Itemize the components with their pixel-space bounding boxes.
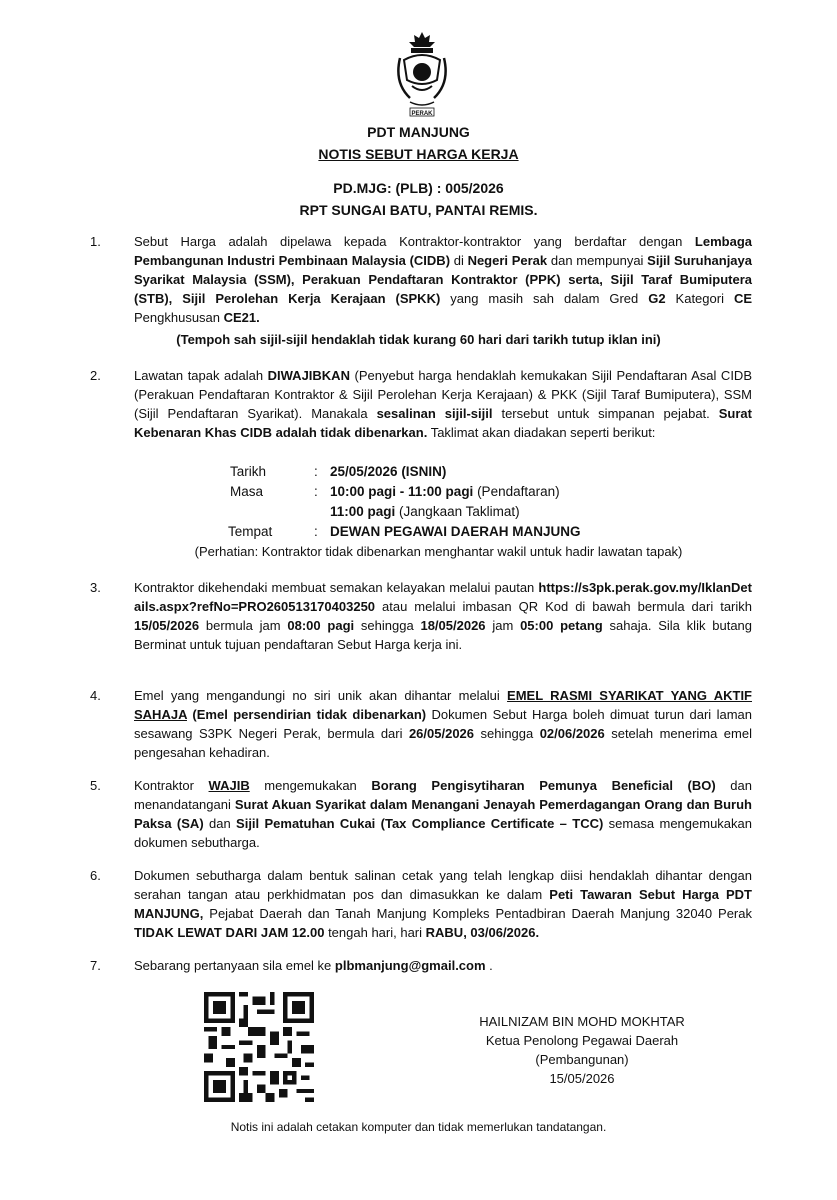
signature-date: 15/05/2026 xyxy=(549,1071,615,1086)
text-run: mengemukakan xyxy=(249,778,372,793)
text-run: EMEL RASMI SYARIKAT YANG AKTIF SAHAJA xyxy=(134,688,752,722)
text-run: 15/05/2026 xyxy=(134,618,200,633)
text-run: tersebut untuk simpanan pejabat. xyxy=(492,406,719,421)
item-number: 3. xyxy=(90,580,101,595)
text-run: G2 xyxy=(648,291,666,306)
time-row-1 xyxy=(330,482,560,501)
text-run: DIWAJIBKAN xyxy=(267,368,350,383)
text-run: sahaja. Sila klik butang Berminat untuk tujuan pendaftaran Sebut Harga kerja ini. xyxy=(134,618,753,652)
text-run: plbmanjung@gmail.com xyxy=(334,958,486,973)
text-run: atau melalui imbasan QR Kod di bawah bermula dari tarikh xyxy=(375,599,752,614)
item-text xyxy=(134,578,752,654)
text-run: dan mempunyai xyxy=(547,253,648,268)
item-text xyxy=(134,956,752,975)
text-run: . xyxy=(485,958,493,973)
text-run: Sijil Suruhanjaya Syarikat Malaysia (SSM), Perakuan Pendaftaran Kontraktor (PPK) serta, Sijil Taraf Bumiputera (STB), Sijil Perolehan Kerja Kerajaan (SPKK) xyxy=(134,253,753,306)
text-run: Sijil Pematuhan Cukai (Tax Compliance Certificate – TCC) xyxy=(236,816,604,831)
place-label: Tempat xyxy=(228,524,273,539)
text-run: 02/06/2026 xyxy=(539,726,605,741)
text-run: Negeri Perak xyxy=(467,253,548,268)
signatory-position: Ketua Penolong Pegawai Daerah xyxy=(485,1033,679,1048)
colon: : xyxy=(314,484,318,499)
text-run: Dokumen Sebut Harga boleh dimuat turun dari laman sesawang S3PK Negeri Perak, bermula dari xyxy=(134,707,752,741)
time-note-1: (Pendaftaran) xyxy=(473,484,560,499)
text-run: Kategori xyxy=(665,291,734,306)
date-label: Tarikh xyxy=(230,464,267,479)
reference-number: PD.MJG: (PLB) : 005/2026 xyxy=(333,180,504,196)
text-run: Pejabat Daerah dan Tanah Manjung Kompleks Pentadbiran Daerah Manjung 32040 Perak xyxy=(203,906,752,921)
text-run: tengah hari, hari xyxy=(324,925,426,940)
time-value-2: 11:00 pagi xyxy=(330,504,396,519)
text-run: Taklimat akan diadakan seperti berikut: xyxy=(427,425,656,440)
text-run: CE21. xyxy=(223,310,260,325)
text-run: Surat Kebenaran Khas CIDB adalah tidak dibenarkan. xyxy=(134,406,752,440)
place-value: DEWAN PEGAWAI DAERAH MANJUNG xyxy=(330,524,581,539)
text-run: (Emel persendirian tidak dibenarkan) xyxy=(186,707,427,722)
project-title: RPT SUNGAI BATU, PANTAI REMIS. xyxy=(299,202,538,218)
text-run: setelah menerima emel pengesahan kehadiran. xyxy=(134,726,752,760)
text-run: semasa mengemukakan dokumen sebutharga. xyxy=(134,816,752,850)
text-run: TIDAK LEWAT DARI JAM 12.00 xyxy=(134,925,325,940)
text-run: jam xyxy=(485,618,521,633)
time-note-2: (Jangkaan Taklimat) xyxy=(395,504,520,519)
text-run: Peti Tawaran Sebut Harga PDT MANJUNG, xyxy=(134,887,752,921)
colon: : xyxy=(314,524,318,539)
item-number: 5. xyxy=(90,778,101,793)
item-number: 6. xyxy=(90,868,101,883)
signatory-name: HAILNIZAM BIN MOHD MOKHTAR xyxy=(479,1014,685,1029)
item-text xyxy=(134,776,752,852)
attention-note: (Perhatian: Kontraktor tidak dibenarkan menghantar wakil untuk hadir lawatan tapak) xyxy=(194,544,683,559)
text-run: yang masih sah dalam Gred xyxy=(440,291,649,306)
text-run: https://s3pk.perak.gov.my/IklanDetails.aspx?refNo=PRO260513170403250 xyxy=(134,580,752,614)
office-title: PDT MANJUNG xyxy=(367,124,470,140)
text-run: Lawatan tapak adalah xyxy=(134,368,268,383)
text-run: Sebarang pertanyaan sila emel ke xyxy=(134,958,335,973)
text-run: Kontraktor dikehendaki membuat semakan kelayakan melalui pautan xyxy=(134,580,539,595)
text-run: WAJIB xyxy=(208,778,250,793)
text-run: Lembaga Pembangunan Industri Pembinaan Malaysia (CIDB) xyxy=(134,234,752,268)
text-run: (Penyebut harga hendaklah kemukakan Sijil Pendaftaran Asal CIDB (Perakuan Pendaftaran Kontraktor & Sijil Perolehan Kerja Kerajaan) & PKK (Sijil Taraf Bumiputera), SSM (Sijil Pendaftaran Syarikat). Manakala xyxy=(134,368,752,421)
text-run: Pengkhususan xyxy=(134,310,224,325)
time-label: Masa xyxy=(230,484,264,499)
item-number: 4. xyxy=(90,688,101,703)
item-text xyxy=(134,232,752,327)
item-text xyxy=(134,686,752,762)
text-run: Emel yang mengandungi no siri unik akan dihantar melalui xyxy=(134,688,508,703)
signatory-division: (Pembangunan) xyxy=(535,1052,629,1067)
item-number: 7. xyxy=(90,958,101,973)
text-run: di xyxy=(450,253,468,268)
item-text xyxy=(134,866,752,942)
time-row-2 xyxy=(330,502,520,521)
time-value-1: 10:00 pagi - 11:00 pagi xyxy=(330,484,474,499)
text-run: 18/05/2026 xyxy=(420,618,486,633)
text-run: 05:00 petang xyxy=(520,618,603,633)
text-run: dan menandatangani xyxy=(134,778,752,812)
footer-note: Notis ini adalah cetakan komputer dan tidak memerlukan tandatangan. xyxy=(230,1120,607,1134)
notice-title: NOTIS SEBUT HARGA KERJA xyxy=(318,146,519,162)
text-run: Dokumen sebutharga dalam bentuk salinan cetak yang telah lengkap diisi hendaklah dihantar dengan serahan tangan atau perkhidmatan pos dan dimasukkan ke dalam xyxy=(134,868,752,902)
date-value: 25/05/2026 (ISNIN) xyxy=(330,464,447,479)
colon: : xyxy=(314,464,318,479)
text-run: bermula jam xyxy=(199,618,288,633)
text-run: Kontraktor xyxy=(134,778,209,793)
qr-code[interactable] xyxy=(204,992,314,1102)
text-run: 08:00 pagi xyxy=(287,618,355,633)
text-run: CE xyxy=(733,291,752,306)
text-run: Borang Pengisytiharan Pemunya Beneficial (BO) xyxy=(371,778,716,793)
signature-block xyxy=(462,1012,702,1088)
text-run: dan xyxy=(203,816,237,831)
text-run: sehingga xyxy=(474,726,540,741)
perak-crest-logo xyxy=(394,28,450,120)
validity-note: (Tempoh sah sijil-sijil hendaklah tidak kurang 60 hari dari tarikh tutup iklan ini) xyxy=(176,332,661,347)
item-text xyxy=(134,366,752,442)
text-run: sehingga xyxy=(354,618,421,633)
text-run: sesalinan sijil-sijil xyxy=(376,406,493,421)
text-run: RABU, 03/06/2026. xyxy=(425,925,540,940)
item-number: 1. xyxy=(90,234,101,249)
crest-label: PERAK xyxy=(411,111,433,117)
text-run: Sebut Harga adalah dipelawa kepada Kontraktor-kontraktor yang berdaftar dengan xyxy=(134,234,695,249)
text-run: 26/05/2026 xyxy=(408,726,475,741)
item-number: 2. xyxy=(90,368,101,383)
text-run: Surat Akuan Syarikat dalam Menangani Jenayah Pemerdagangan Orang dan Buruh Paksa (SA) xyxy=(134,797,752,831)
